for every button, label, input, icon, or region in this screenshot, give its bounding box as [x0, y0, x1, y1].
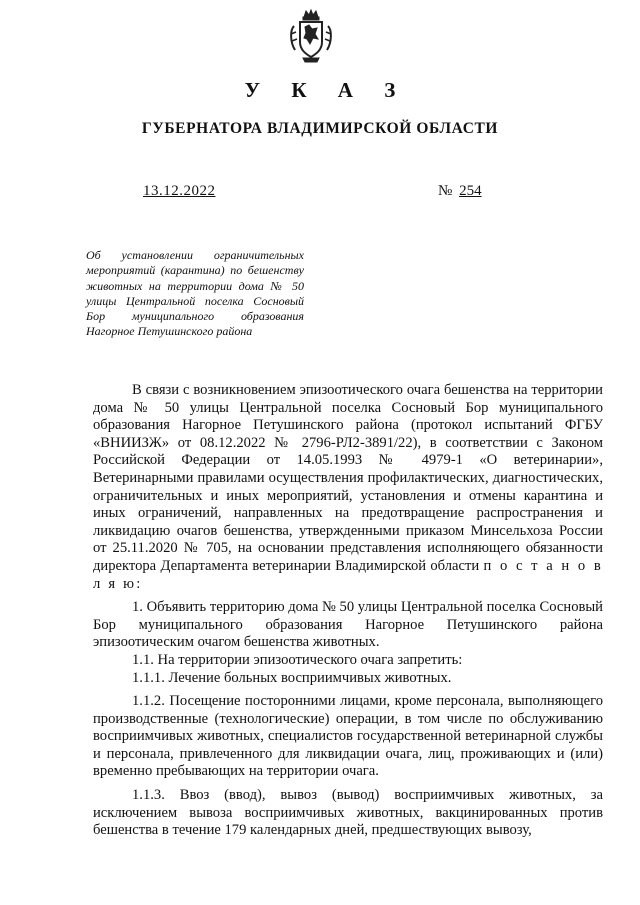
preamble-text: В связи с возникновением эпизоотического очага бешенства на территории дома № 50 улицы Центральной поселка Сосновый Бор муниципального образования Нагорное Петушинского района (протокол испытаний ФГБУ «ВНИИЗЖ» от 08.12.2022 № 2796-РЛ2-3891/22), в соответствии с Законом Российской Федерации от 14.05.1993 № 4979-1 «О ветеринарии», Ветеринарными правилами осуществления профилактических, диагностических, ограничительных и иных мероприятий, установления и отмены карантина и иных ограничений, направленных на предотвращение распространения и ликвидацию очагов бешенства, утвержденными приказом Минсельхоза России от 25.11.2020 № 705, на основании представления исполняющего обязанности директора Департамента ветеринарии Владимирской области — [93, 382, 603, 574]
item-1-1-3: 1.1.3. Ввоз (ввод), вывоз (вывод) восприимчивых животных, за исключением вывоза восприимчивых животных, вакцинированных против бешенства в течение 179 календарных дней, предшествующих вывозу, — [93, 787, 603, 839]
item-1: 1. Объявить территорию дома № 50 улицы Центральной поселка Сосновый Бор муниципального образования Нагорное Петушинского района эпизоотическим очагом бешенства животных. — [93, 599, 603, 651]
number-value: 254 — [459, 183, 482, 199]
decree-subject: Об установлении ограничительных мероприятий (карантина) по бешенству животных на территории дома № 50 улицы Центральной поселка Сосновый Бор муниципального образования Нагорное Петушинского района — [86, 248, 304, 339]
decree-word: п о с т а н о в л я ю: — [93, 557, 603, 592]
decree-date: 13.12.2022 — [143, 183, 216, 199]
decree-title: У К А З — [244, 78, 409, 102]
decree-number — [438, 183, 494, 200]
item-1-1: 1.1. На территории эпизоотического очага запретить: — [132, 651, 463, 668]
decree-issuer: ГУБЕРНАТОРА ВЛАДИМИРСКОЙ ОБЛАСТИ — [141, 120, 499, 137]
decree-body — [93, 382, 603, 840]
item-1-1-2: 1.1.2. Посещение посторонними лицами, кроме персонала, выполняющего производственные (технологические) операции, в том числе по обслуживанию восприимчивых животных, специалистов государственной ветеринарной службы и персонала, привлеченного для ликвидации очага, лиц, проживающих и (или) временно пребывающих на территории очага. — [93, 693, 603, 780]
coat-of-arms-emblem — [288, 8, 334, 64]
number-sign: № — [438, 183, 453, 199]
preamble-paragraph — [93, 382, 603, 593]
item-1-1-1: 1.1.1. Лечение больных восприимчивых животных. — [132, 669, 452, 686]
